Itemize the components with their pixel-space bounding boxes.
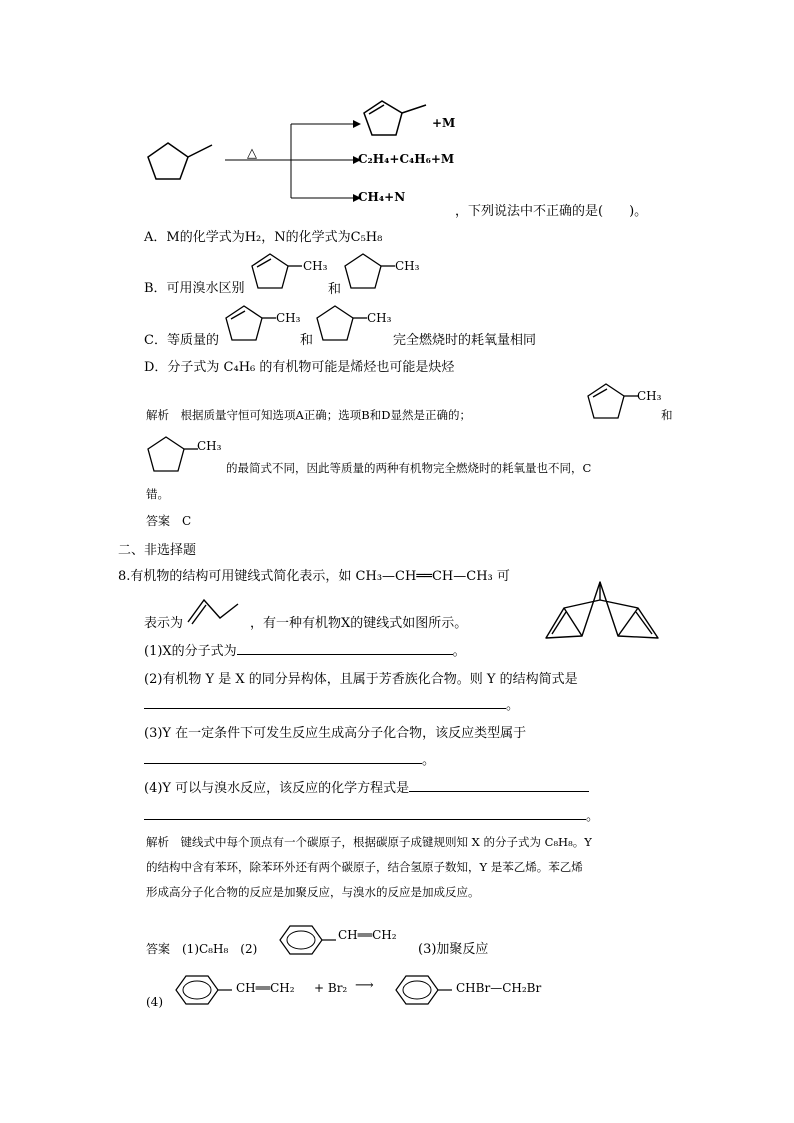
q8-part4-answer-line — [144, 805, 599, 824]
product-benzene-ring — [384, 970, 454, 1010]
analysis-8-line3: 形成高分子化合物的反应是加聚反应，与溴水的反应是加成反应。 — [146, 885, 480, 899]
option-b-and: 和 — [328, 282, 342, 297]
option-c-prefix: C．等质量的 — [144, 333, 219, 348]
reaction-arrows — [225, 118, 365, 228]
question-7-stem: ，下列说法中不正确的是( )。 — [455, 204, 648, 219]
product-3-label: CH₄+N — [358, 190, 406, 204]
ch3-label-c2: CH₃ — [367, 311, 392, 325]
q8-part1-blank[interactable] — [237, 642, 453, 655]
q8-line1: 8.有机物的结构可用键线式简化表示，如 CH₃—CH══CH—CH₃ 可 — [118, 569, 510, 584]
analysis-7-line1: 解析 根据质量守恒可知选项A正确；选项B和D显然是正确的； — [146, 408, 471, 422]
reaction-arrow: ⟶ — [355, 978, 374, 993]
ch3-label-c1: CH₃ — [276, 311, 301, 325]
methylcyclopentane-structure-c — [315, 302, 375, 347]
analysis-7-line2: 的最简式不同，因此等质量的两种有机物完全燃烧时的耗氧量也不同，C — [226, 461, 592, 475]
q8-line2-prefix: 表示为 — [144, 616, 184, 631]
styrene-reactant-ring — [164, 970, 234, 1010]
q8-part2-blank[interactable] — [144, 696, 506, 709]
styrene-benzene-ring — [268, 920, 338, 960]
q8-part4 — [144, 777, 589, 796]
analysis-7-and: 和 — [661, 408, 673, 422]
option-c-suffix: 完全燃烧时的耗氧量相同 — [393, 333, 537, 348]
bromine-reagent: + Br₂ — [314, 981, 348, 995]
q8-part2-period: 。 — [506, 698, 520, 713]
answer-8-label: 答案 (1)C₈H₈ (2) — [146, 942, 258, 956]
product-label: CHBr—CH₂Br — [456, 981, 542, 995]
butene-skeletal-formula — [186, 596, 246, 626]
option-c-and: 和 — [300, 333, 314, 348]
q8-part4-period: 。 — [586, 809, 600, 824]
q8-part4-text: (4)Y 可以与溴水反应，该反应的化学方程式是 — [144, 781, 410, 796]
methylcyclopentane-structure-b — [343, 250, 403, 295]
q8-line2-suffix: ，有一种有机物X的键线式如图所示。 — [250, 616, 468, 631]
methylcyclopentene-product — [360, 95, 440, 145]
q8-part3-answer-line — [144, 749, 435, 768]
section-title: 二、非选择题 — [118, 543, 197, 558]
option-a: A．M的化学式为H₂，N的化学式为C₅H₈ — [144, 230, 383, 245]
ch3-label-analysis2: CH₃ — [197, 439, 222, 453]
answer-8-part3: (3)加聚反应 — [418, 942, 489, 957]
answer-8-part4-label: (4) — [146, 995, 163, 1009]
answer-7: 答案 C — [146, 514, 192, 528]
product-2-label: C₂H₄+C₄H₆+M — [358, 152, 455, 166]
q8-part3-period: 。 — [422, 753, 436, 768]
q8-part3-blank[interactable] — [144, 751, 422, 764]
q8-part4-blank[interactable] — [409, 779, 589, 792]
analysis-7-line3: 错。 — [146, 487, 169, 501]
q8-part2: (2)有机物 Y 是 X 的同分异构体，且属于芳香族化合物。则 Y 的结构简式是 — [144, 672, 578, 687]
methylcyclopentene-structure-c — [224, 302, 284, 347]
methylcyclopentene-structure-b — [250, 250, 310, 295]
compound-x-skeletal-structure — [538, 572, 668, 642]
q8-part3: (3)Y 在一定条件下可发生反应生成高分子化合物，该反应类型属于 — [144, 726, 527, 741]
ch3-label-analysis1: CH₃ — [637, 389, 662, 403]
analysis-8-line2: 的结构中含有苯环，除苯环外还有两个碳原子，结合氢原子数知，Y 是苯乙烯。苯乙烯 — [146, 860, 583, 874]
styrene-vinyl-label: CH══CH₂ — [338, 928, 397, 942]
q8-part2-answer-line — [144, 694, 519, 713]
q8-part1-text: (1)X的分子式为 — [144, 644, 237, 659]
reactant-vinyl-label: CH══CH₂ — [236, 981, 295, 995]
q8-part4-blank-2[interactable] — [144, 807, 586, 820]
option-b-prefix: B．可用溴水区别 — [144, 281, 245, 296]
ch3-label-b1: CH₃ — [303, 259, 328, 273]
q8-part1 — [144, 640, 466, 659]
analysis-8-line1: 解析 键线式中每个顶点有一个碳原子，根据碳原子成键规则知 X 的分子式为 C₈H₈。Y — [146, 835, 592, 849]
methylcyclopentane-structure — [140, 135, 220, 195]
ch3-label-b2: CH₃ — [395, 259, 420, 273]
product-1-label: +M — [432, 116, 456, 130]
q8-part1-period: 。 — [452, 644, 466, 659]
option-d: D．分子式为 C₄H₆ 的有机物可能是烯烃也可能是炔烃 — [144, 360, 455, 375]
heat-symbol: △ — [247, 146, 257, 161]
